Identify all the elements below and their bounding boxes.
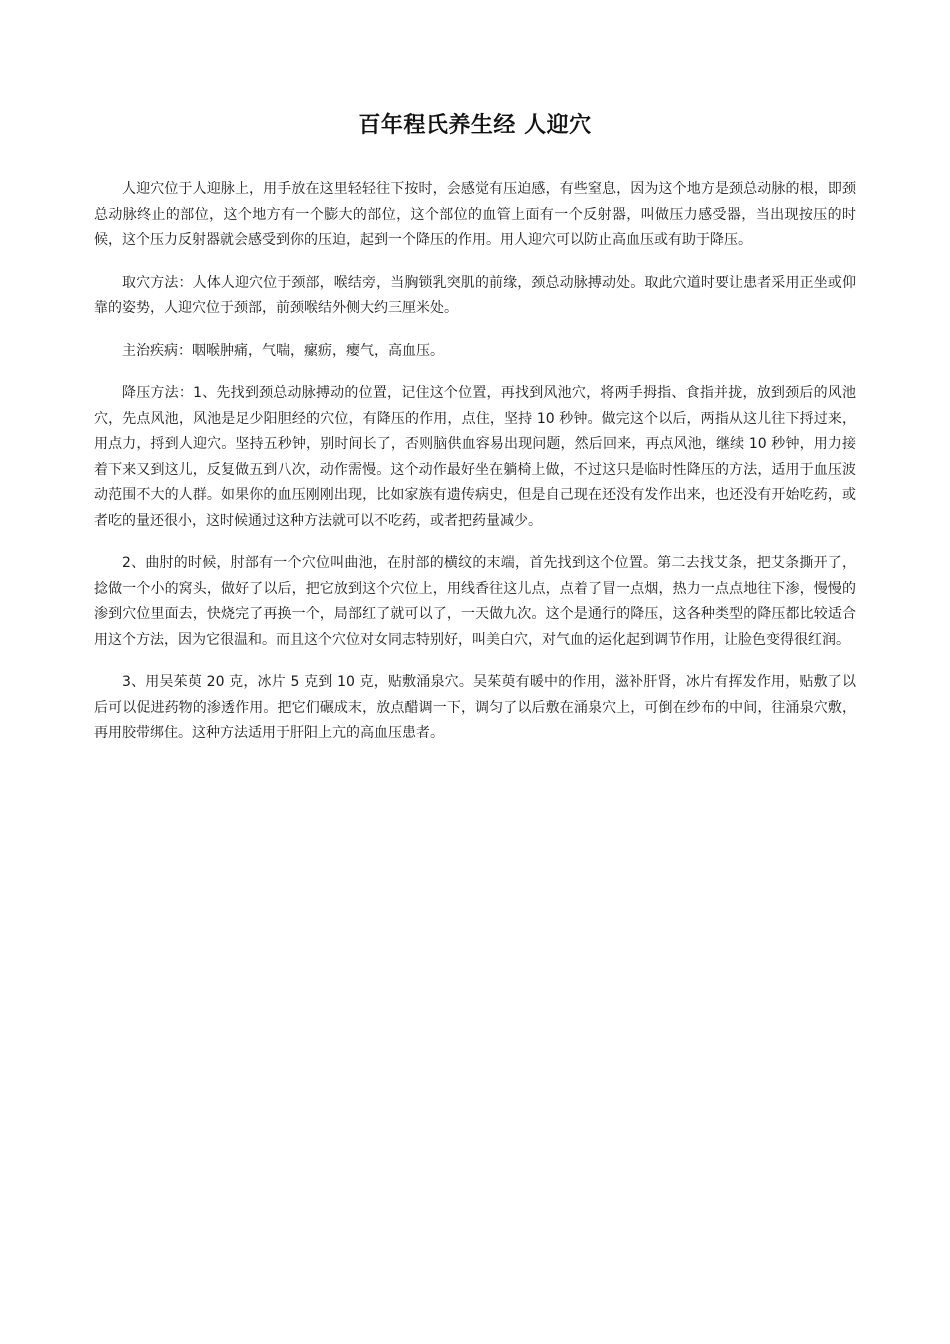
page-title: 百年程氏养生经 人迎穴: [358, 113, 592, 138]
paragraph-method-1: 降压方法：1、先找到颈总动脉搏动的位置，记住这个位置，再找到风池穴，将两手拇指、食指并拢，放到颈后的风池穴，先点风池，风池是足少阳胆经的穴位，有降压的作用，点住，坚持 10 秒钟。做完这个以后，两指从这儿往下捋过来，用点力，捋到人迎穴。坚持五秒钟，别时间长了，否则脑供血容易出现问题，然后回来，再点风池，继续 10 秒钟，用力接着下来又到这儿，反复做五到八次，动作需慢。这个动作最好坐在躺椅上做，不过这只是临时性降压的方法，适用于血压波动范围不大的人群。如果你的血压刚刚出现，比如家族有遗传病史，但是自己现在还没有发作出来，也还没有开始吃药，或者吃的量还很小，这时候通过这种方法就可以不吃药，或者把药量减少。: [94, 385, 856, 529]
paragraph-method-2: 2、曲肘的时候，肘部有一个穴位叫曲池，在肘部的横纹的末端，首先找到这个位置。第二去找艾条，把艾条撕开了，捻做一个小的窝头，做好了以后，把它放到这个穴位上，用线香往这儿点，点着了冒一点烟，热力一点点地往下渗，慢慢的渗到穴位里面去，快烧完了再换一个，局部红了就可以了，一天做九次。这个是通行的降压，这各种类型的降压都比较适合用这个方法，因为它很温和。而且这个穴位对女同志特别好，叫美白穴，对气血的运化起到调节作用，让脸色变得很红润。: [94, 555, 856, 648]
paragraph-location-method: 取穴方法：人体人迎穴位于颈部，喉结旁，当胸锁乳突肌的前缘，颈总动脉搏动处。取此穴道时要让患者采用正坐或仰靠的姿势，人迎穴位于颈部，前颈喉结外侧大约三厘米处。: [94, 274, 856, 316]
paragraph-method-3: 3、用吴茱萸 20 克，冰片 5 克到 10 克，贴敷涌泉穴。吴茱萸有暖中的作用，滋补肝肾，冰片有挥发作用，贴敷了以后可以促进药物的渗透作用。把它们碾成末，放点醋调一下，调匀了以后敷在涌泉穴上，可倒在纱布的中间，往涌泉穴敷，再用胶带绑住。这种方法适用于肝阳上亢的高血压患者。: [94, 674, 856, 741]
document-page: [94, 108, 856, 764]
paragraph-indications: 主治疾病：咽喉肿痛，气喘，瘰疬，瘿气，高血压。: [122, 342, 444, 359]
paragraph-intro: 人迎穴位于人迎脉上，用手放在这里轻轻往下按时，会感觉有压迫感，有些窒息，因为这个地方是颈总动脉的根，即颈总动脉终止的部位，这个地方有一个膨大的部位，这个部位的血管上面有一个反射器，叫做压力感受器，当出现按压的时候，这个压力反射器就会感受到你的压迫，起到一个降压的作用。用人迎穴可以防止高血压或有助于降压。: [94, 181, 856, 248]
